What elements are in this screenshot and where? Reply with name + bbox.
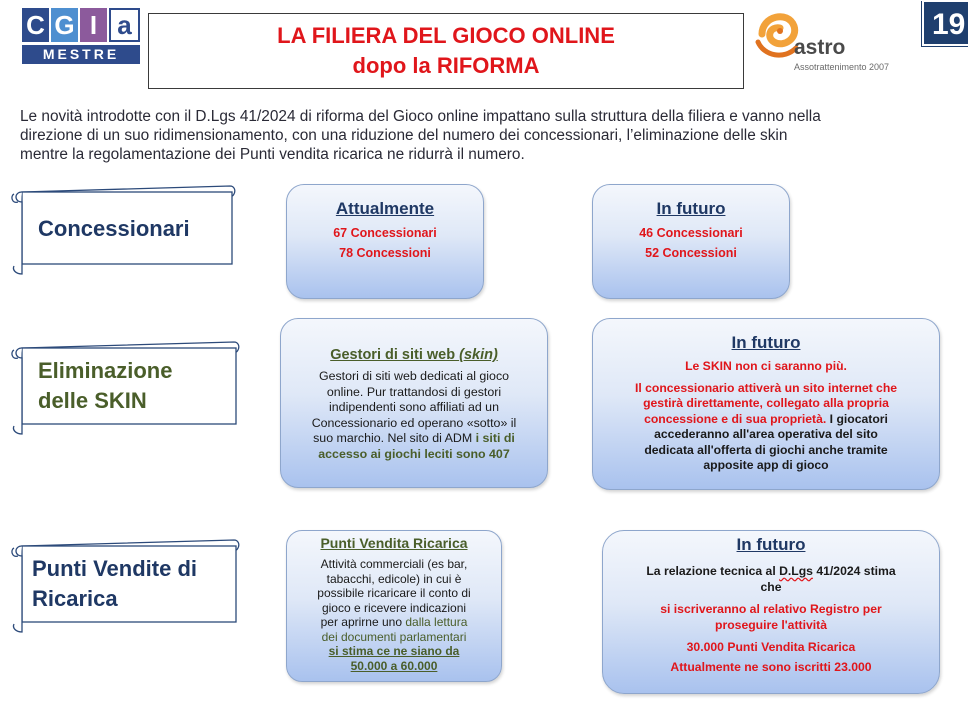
body-line xyxy=(287,615,501,630)
row-label-ricarica-line1: Punti Vendite di xyxy=(32,556,198,581)
body-line: gestirà direttamente, collegato alla propria xyxy=(643,396,889,410)
scroll-label-skin xyxy=(8,338,240,438)
body-line: online. Pur trattandosi di gestori xyxy=(326,384,502,399)
body-line xyxy=(593,412,939,428)
row-label-skin-line2: delle SKIN xyxy=(38,388,147,413)
intro-line: direzione di un suo ridimensionamento, con una riduzione del numero dei concessionari, l’eliminazione delle skin xyxy=(20,127,788,144)
row-label-skin-line1: Eliminazione xyxy=(38,358,173,383)
logo-letter: I xyxy=(80,8,107,42)
current-concessioni-count: 78 Concessioni xyxy=(339,246,431,260)
body-line: Gestori di siti web dedicati al gioco xyxy=(318,369,510,383)
body-line: tabacchi, edicole) in cui è xyxy=(326,571,462,586)
estimate-range: 50.000 a 60.000 xyxy=(350,658,438,673)
astro-logo xyxy=(752,4,912,78)
body-line: dei documenti parlamentari xyxy=(321,629,467,644)
body-text: suo marchio. Nel sito di ADM xyxy=(313,431,476,445)
card-title: Attualmente xyxy=(335,199,435,218)
body-line: indipendenti sono affiliati ad un xyxy=(329,400,499,414)
card-title: In futuro xyxy=(656,199,726,218)
card-title: In futuro xyxy=(731,333,801,352)
card-body xyxy=(603,563,939,677)
astro-logo-name: astro xyxy=(794,36,846,59)
row-label-concessionari: Concessionari xyxy=(38,216,190,241)
body-highlight: i siti di xyxy=(475,431,515,445)
card-ricarica-future xyxy=(602,530,940,694)
row-label-ricarica-line2: Ricarica xyxy=(32,586,118,611)
body-line: apposite app di gioco xyxy=(703,458,829,472)
astro-logo-subtitle: Assotrattenimento 2007 xyxy=(794,62,890,72)
card-title-italic: (skin) xyxy=(459,347,498,363)
future-points-count: 30.000 Punti Vendita Ricarica xyxy=(686,640,856,654)
intro-paragraph xyxy=(20,107,968,164)
card-title-text: Gestori di siti web xyxy=(330,347,460,363)
logo-letter: C xyxy=(22,8,49,42)
card-title xyxy=(281,347,547,363)
body-line xyxy=(603,563,939,579)
scroll-label-concessionari xyxy=(8,182,236,278)
body-text: concessione e di sua proprietà. xyxy=(644,411,827,426)
scroll-label-ricarica xyxy=(8,536,240,636)
card-title: Punti Vendita Ricarica xyxy=(320,535,468,551)
card-skin-current xyxy=(280,318,548,488)
intro-line: Le novità introdotte con il D.Lgs 41/2024 di riforma del Gioco online impattano sulla struttura della filiera e vanno nella xyxy=(20,108,821,125)
card-body xyxy=(281,369,547,462)
skin-count-line: accesso ai giochi leciti sono 407 xyxy=(318,446,510,461)
body-line: Attività commerciali (es bar, xyxy=(320,557,468,571)
card-title: In futuro xyxy=(736,535,806,554)
intro-line: mentre la regolamentazione dei Punti vendita ricarica ne ridurrà il numero. xyxy=(20,146,525,163)
body-line: possibile ricaricare il conto di xyxy=(317,586,471,600)
card-concessionari-current xyxy=(286,184,484,299)
logo-subtitle: MESTRE xyxy=(22,45,140,64)
body-line: Il concessionario attiverà un sito internet che xyxy=(634,380,898,395)
body-text: I giocatori xyxy=(826,411,888,426)
body-line: Concessionario ed operano «sotto» il xyxy=(311,415,517,430)
card-skin-future xyxy=(592,318,940,490)
future-concessioni-count: 52 Concessioni xyxy=(645,246,737,260)
decree-reference: D.Lgs xyxy=(779,564,813,578)
card-body xyxy=(287,557,501,673)
body-text: 41/2024 stima xyxy=(812,564,896,578)
body-line: proseguire l'attività xyxy=(715,618,827,632)
slide-title-line2: dopo la RIFORMA xyxy=(352,53,540,78)
current-concessionari-count: 67 Concessionari xyxy=(333,226,437,240)
body-line: Le SKIN non ci saranno più. xyxy=(685,359,847,373)
current-registered-count: Attualmente ne sono iscritti 23.000 xyxy=(670,660,872,674)
body-line: dedicata all'offerta di giochi anche tramite xyxy=(644,442,888,457)
body-highlight: dalla lettura xyxy=(405,615,468,629)
slide-title-line1: LA FILIERA DEL GIOCO ONLINE xyxy=(277,23,615,48)
card-ricarica-current xyxy=(286,530,502,682)
estimate-line: si stima ce ne siano da xyxy=(328,644,460,658)
future-concessionari-count: 46 Concessionari xyxy=(639,226,743,240)
card-concessionari-future xyxy=(592,184,790,299)
body-line: che xyxy=(760,580,782,594)
body-line xyxy=(281,431,547,447)
cgia-mestre-logo xyxy=(22,8,140,64)
body-text: La relazione tecnica al xyxy=(646,564,780,578)
body-line: si iscriveranno al relativo Registro per xyxy=(660,602,882,616)
body-line: accederanno all'area operativa del sito xyxy=(654,427,878,441)
slide-title-box xyxy=(148,13,744,89)
body-line: gioco e ricevere indicazioni xyxy=(321,600,467,615)
logo-letter: G xyxy=(51,8,78,42)
logo-letter: a xyxy=(109,8,140,42)
body-text: per aprirne uno xyxy=(320,615,406,629)
card-body xyxy=(593,359,939,474)
page-number: 19 xyxy=(922,0,968,46)
